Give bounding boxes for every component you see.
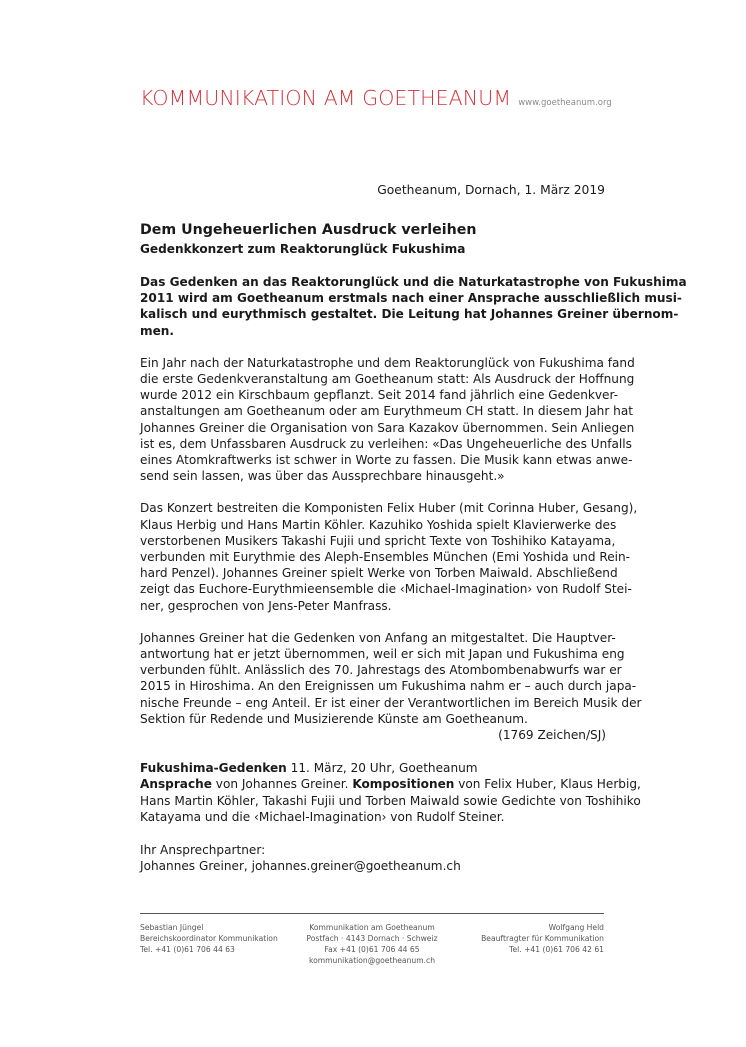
website-link[interactable]: www.goetheanum.org: [518, 98, 612, 108]
lead-line: Das Gedenken an das Reaktorunglück und die Naturkatastrophe von Fukushima: [140, 275, 687, 289]
text-line: antwortung hat er jetzt übernommen, weil er sich mit Japan und Fukushima eng: [140, 647, 625, 662]
text-line: nische Freunde – eng Anteil. Er ist einer der Verantwortlichen im Bereich Musik der: [140, 695, 642, 710]
lead-line: 2011 wird am Goetheanum erstmals nach einer Ansprache ausschließlich musi-: [140, 291, 682, 306]
article-body: [140, 221, 687, 875]
headline: Dem Ungeheuerlichen Ausdruck verleihen: [140, 222, 477, 238]
footer-right-contact: [481, 922, 604, 955]
text-line: ist es, dem Unfassbaren Ausdruck zu verleihen: «Das Ungeheuerliche des Unfalls: [140, 436, 632, 451]
contact-label: Ihr Ansprechpartner:: [140, 843, 266, 858]
footer-phone: Tel. +41 (0)61 706 44 63: [140, 945, 235, 954]
text-line: verbunden fühlt. Anlässlich des 70. Jahrestags des Atombombenabwurfs war er: [140, 663, 622, 678]
footer-fax: Fax +41 (0)61 706 44 65: [324, 945, 420, 954]
lead-line: kalisch und eurythmisch gestaltet. Die Leitung hat Johannes Greiner übernom-: [140, 307, 679, 322]
speech-label: Ansprache: [140, 777, 212, 792]
text-line: wurde 2012 ein Kirschbaum gepflanzt. Seit 2014 fand jährlich eine Gedenkver-: [140, 388, 619, 403]
brand-title: KOMMUNIKATION AM GOETHEANUM: [140, 86, 512, 110]
text-line: ner, gesprochen von Jens-Peter Manfrass.: [140, 598, 392, 613]
footer-email[interactable]: kommunikation@goetheanum.ch: [308, 956, 436, 965]
footer-address: Postfach · 4143 Dornach · Schweiz: [306, 934, 438, 943]
body-paragraph-1: [140, 355, 635, 485]
text-line: Sektion für Redende und Musizierende Künste am Goetheanum.: [140, 711, 528, 726]
body-paragraph-3: [140, 630, 642, 743]
text-line: verbunden mit Eurythmie des Aleph-Ensembles München (Emi Yoshida und Rein-: [140, 550, 631, 565]
dateline: Goetheanum, Dornach, 1. März 2019: [377, 183, 605, 197]
text-line: eines Atomkraftwerks ist schwer in Worte zu fassen. Die Musik kann etwas anwe-: [140, 453, 633, 468]
lead-line: men.: [140, 323, 175, 338]
program-line: Katayama und die ‹Michael-Imagination› von Rudolf Steiner.: [140, 809, 505, 824]
text-line: 2015 in Hiroshima. An den Ereignissen um Fukushima nahm er – auch durch japa-: [140, 679, 637, 694]
body-paragraph-2: [140, 500, 638, 613]
text-line: hard Penzel). Johannes Greiner spielt Werke von Torben Maiwald. Abschließend: [140, 566, 618, 581]
text-line: Das Konzert bestreiten die Komponisten Felix Huber (mit Corinna Huber, Gesang),: [140, 501, 638, 516]
text-line: send sein lassen, was über das Aussprechbare hinausgeht.»: [140, 469, 505, 484]
program-line: [140, 776, 641, 792]
footer-phone: Tel. +41 (0)61 706 42 61: [509, 945, 604, 954]
speech-text: von Johannes Greiner.: [211, 777, 353, 792]
event-line: [140, 760, 606, 776]
lead-paragraph: [140, 274, 687, 339]
footer-org: Kommunikation am Goetheanum: [309, 923, 435, 932]
masthead: [140, 86, 612, 110]
program-line: Hans Martin Köhler, Takashi Fujii und Torben Maiwald sowie Gedichte von Toshihiko: [140, 793, 641, 808]
compositions-label: Kompositionen: [352, 777, 455, 792]
footer-divider: [140, 913, 604, 914]
text-line: anstaltungen am Goetheanum oder am Eurythmeum CH statt. In diesem Jahr hat: [140, 404, 633, 419]
text-line: Klaus Herbig und Hans Martin Köhler. Kazuhiko Yoshida spielt Klavierwerke des: [140, 517, 617, 532]
footer-role: Beauftragter für Kommunikation: [481, 934, 604, 943]
text-line: Johannes Greiner hat die Gedenken von Anfang an mitgestaltet. Die Hauptver-: [140, 630, 616, 645]
text-line: die erste Gedenkveranstaltung am Goetheanum statt: Als Ausdruck der Hoffnung: [140, 372, 635, 387]
contact-person[interactable]: Johannes Greiner, johannes.greiner@goetheanum.ch: [140, 859, 461, 874]
subheadline: Gedenkkonzert zum Reaktorunglück Fukushima: [140, 242, 466, 256]
text-line: verstorbenen Musikers Takashi Fujii und spricht Texte von Toshihiko Katayama,: [140, 533, 616, 548]
footer-left-contact: [140, 922, 278, 955]
compositions-text: von Felix Huber, Klaus Herbig,: [454, 777, 641, 792]
text-line: zeigt das Euchore-Eurythmieensemble die ‹Michael-Imagination› von Rudolf Stei-: [140, 582, 632, 597]
event-details: 11. März, 20 Uhr, Goetheanum: [286, 761, 478, 776]
footer-name: Sebastian Jüngel: [140, 923, 204, 932]
text-line: Ein Jahr nach der Naturkatastrophe und dem Reaktorunglück von Fukushima fand: [140, 355, 635, 370]
character-count: (1769 Zeichen/SJ): [498, 728, 606, 743]
event-label: Fukushima-Gedenken: [140, 761, 287, 776]
contact-block: [140, 842, 606, 874]
footer-role: Bereichskoordinator Kommunikation: [140, 934, 278, 943]
event-info: [140, 760, 641, 825]
text-line: Johannes Greiner die Organisation von Sara Kazakov übernommen. Sein Anliegen: [140, 420, 635, 435]
footer-name: Wolfgang Held: [548, 923, 604, 932]
footer-center-address: [306, 922, 437, 966]
